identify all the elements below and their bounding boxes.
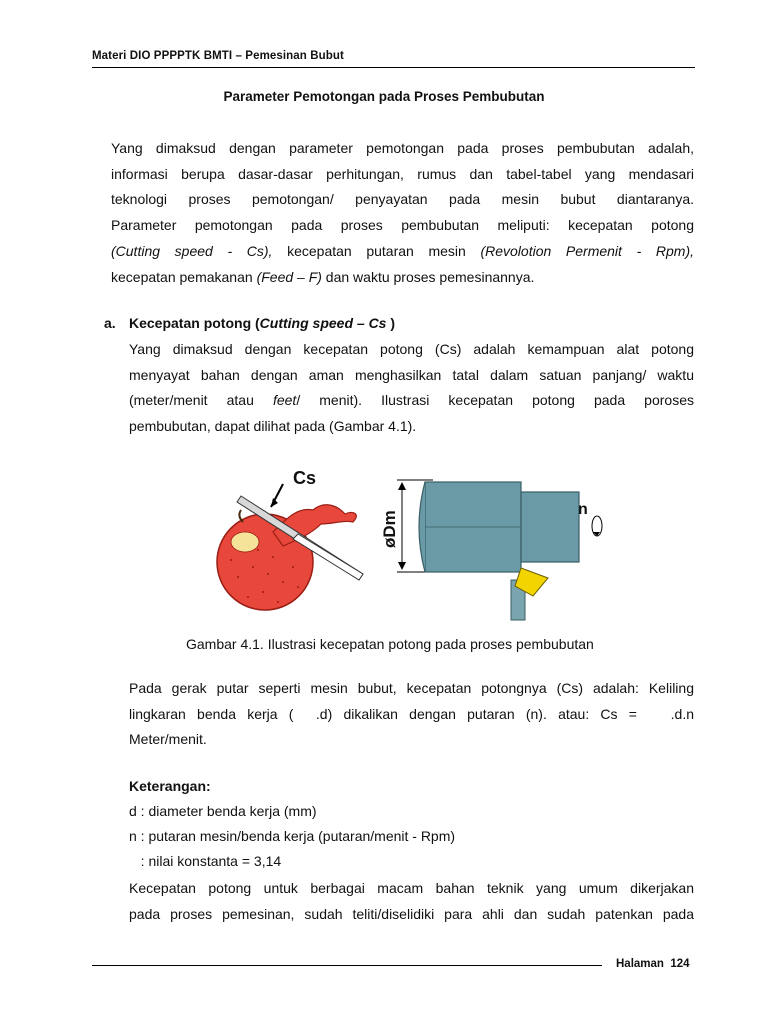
text-segment: kecepatan pemakanan: [111, 268, 257, 285]
text-segment: (meter/menit atau: [129, 392, 273, 409]
keterangan-d: d : diameter benda kerja (mm): [129, 803, 317, 819]
apple-illustration: [217, 484, 363, 610]
page-header: Materi DIO PPPPTK BMTI – Pemesinan Bubut: [92, 50, 344, 62]
closing-paragraph: [129, 876, 694, 927]
text-segment: / menit). Ilustrasi kecepatan potong pada poroses: [296, 392, 694, 409]
text-line: Yang dimaksud dengan parameter pemotongan pada proses pembubutan adalah,: [111, 140, 694, 156]
text-line: lingkaran benda kerja ( .d) dikalikan dengan putaran (n). atau: Cs = .d.n: [129, 705, 694, 722]
text-line: pada proses pemesinan, sudah teliti/diselidiki para ahli dan sudah patenkan pada: [129, 905, 694, 922]
text-line: [129, 388, 694, 414]
italic-term: feet: [272, 392, 297, 409]
section-letter: a.: [104, 315, 116, 331]
figure-cutting-speed: [203, 462, 613, 622]
keterangan-n: n : putaran mesin/benda kerja (putaran/menit - Rpm): [129, 828, 456, 844]
figure-caption: Gambar 4.1. Ilustrasi kecepatan potong pada proses pembubutan: [186, 636, 594, 652]
text-line: teknologi proses pemotongan/ penyayatan pada mesin bubut diantaranya.: [111, 191, 694, 208]
text-line: Parameter pemotongan pada proses pembubutan meliputi: kecepatan potong: [111, 217, 694, 234]
intro-paragraph: [111, 136, 694, 290]
text-line: pembubutan, dapat dilihat pada (Gambar 4.1).: [129, 418, 417, 435]
italic-term: (Revolotion Permenit - Rpm),: [480, 242, 694, 259]
text-line: [111, 239, 694, 265]
italic-term: (Cutting speed - Cs),: [111, 242, 273, 259]
page-number: Halaman 124: [616, 958, 690, 970]
cs-label: Cs: [293, 468, 317, 488]
text-line: Yang dimaksud dengan kecepatan potong (Cs) adalah kemampuan alat potong: [129, 341, 694, 357]
text-segment: kecepatan putaran mesin: [272, 242, 481, 259]
keterangan-heading: Keterangan:: [129, 778, 211, 794]
text-line: Kecepatan potong untuk berbagai macam bahan teknik yang umum dikerjakan: [129, 880, 694, 896]
text-line: Pada gerak putar seperti mesin bubut, kecepatan potongnya (Cs) adalah: Keliling: [129, 680, 694, 696]
header-divider: [92, 67, 695, 68]
text-line: [111, 265, 694, 291]
text-line: informasi berupa dasar-dasar perhitungan, rumus dan tabel-tabel yang mendasari: [111, 165, 694, 182]
figure-illustration: [203, 462, 613, 622]
section-a-paragraph: [129, 337, 694, 440]
text-line: menyayat bahan dengan aman menghasilkan tatal dalam satuan panjang/ waktu: [129, 366, 694, 383]
keterangan-pi: : nilai konstanta = 3,14: [129, 853, 282, 869]
rotation-label: n: [578, 501, 588, 518]
heading-part: Kecepatan potong (: [129, 315, 260, 331]
section-a-heading: [104, 315, 395, 331]
footer-divider: [92, 965, 602, 966]
heading-italic: Cutting speed – Cs: [259, 315, 387, 331]
workpiece-illustration: [397, 480, 602, 620]
heading-part: ): [386, 315, 396, 331]
diameter-label: øDm: [380, 510, 399, 548]
italic-term: (Feed – F): [256, 268, 322, 285]
text-line: Meter/menit.: [129, 731, 207, 748]
formula-paragraph: [129, 676, 694, 753]
text-segment: dan waktu proses pemesinannya.: [321, 268, 535, 285]
page-title: Parameter Pemotongan pada Proses Pembubutan: [223, 89, 545, 104]
